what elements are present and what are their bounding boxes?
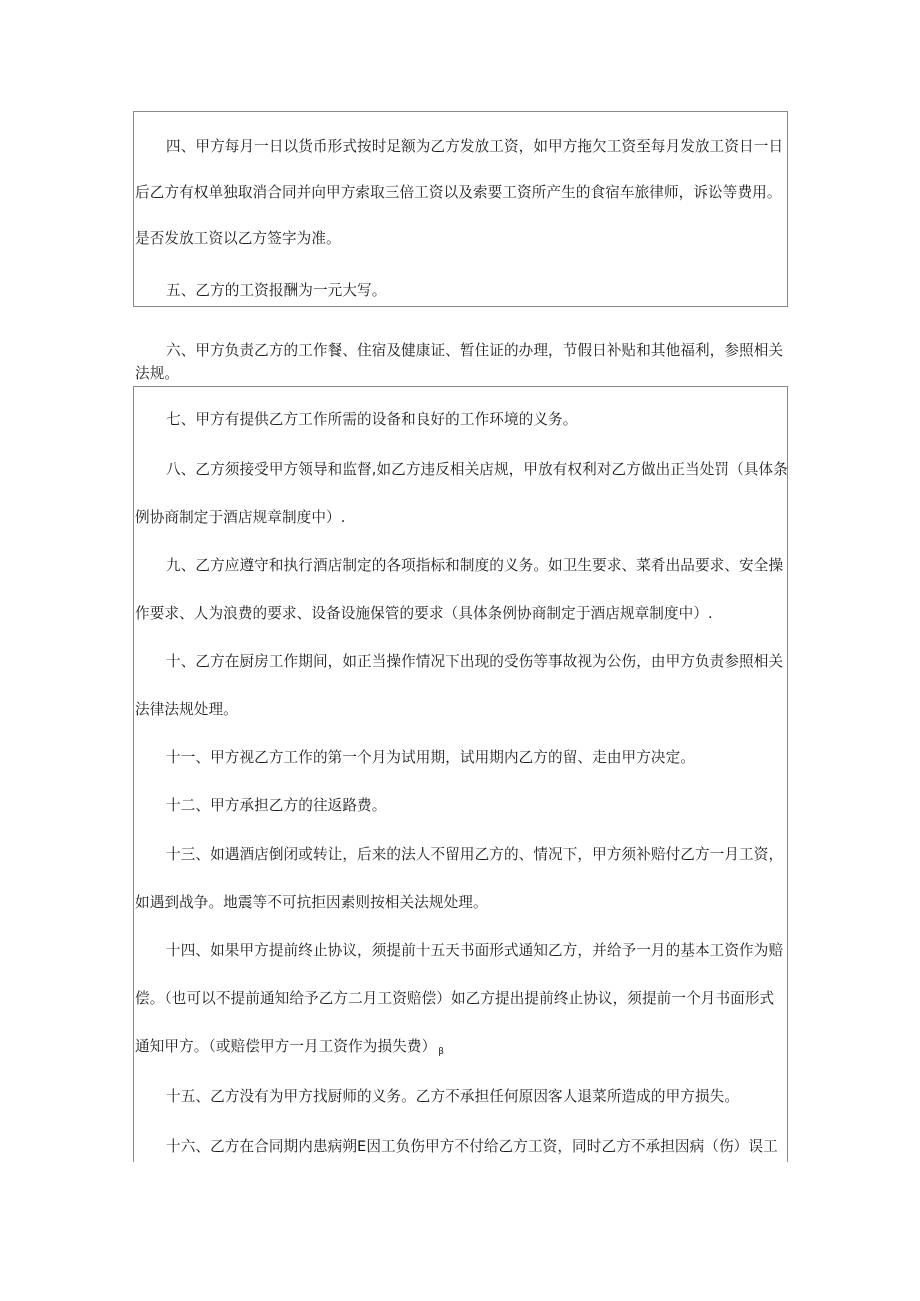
clause-13-line-1: 十三、如遇酒店倒闭或转让，后来的法人不留用乙方的、情况下，甲方须补赔付乙方一月工资， (166, 846, 784, 863)
clause-9-line-1: 九、乙方应遵守和执行酒店制定的各项指标和制度的义务。如卫生要求、菜肴出品要求、安全操 (166, 557, 784, 574)
clause-14-line-1: 十四、如果甲方提前终止协议，须提前十五天书面形式通知乙方，并给予一月的基本工资作为赔 (166, 942, 784, 959)
clause-9-line-2: 作要求、人为浪费的要求、设备设施保管的要求（具体条例协商制定于酒店规章制度中）. (135, 605, 713, 622)
clause-10-line-1: 十、乙方在厨房工作期间，如正当操作情况下出现的受伤等事故视为公伤，由甲方负责参照相关 (166, 653, 784, 670)
clause-7-line-1: 七、甲方有提供乙方工作所需的设备和良好的工作环境的义务。 (166, 411, 578, 428)
clause-14-line-3-text: 通知甲方。（或赔偿甲方一月工资作为损失费） (135, 1038, 437, 1055)
clause-14-line-3 (135, 1037, 785, 1062)
clause-8-line-2: 例协商制定于酒店规章制度中）. (135, 509, 346, 526)
clause-4-line-2: 后乙方有权单独取消合同并向甲方索取三倍工资以及索要工资所产生的食宿车旅律师，诉讼等费用。 (135, 184, 782, 201)
clause-10-line-2: 法律法规处理。 (135, 701, 238, 718)
clause-6-line-2: 法规。 (135, 365, 180, 382)
clause-12-line-1: 十二、甲方承担乙方的往返路费。 (166, 797, 387, 814)
clause-6-line-1: 六、甲方负责乙方的工作餐、住宿及健康证、暂住证的办理，节假日补贴和其他福利，参照相关 (166, 342, 784, 359)
clause-11-line-1: 十一、甲方视乙方工作的第一个月为试用期，试用期内乙方的留、走由甲方决定。 (166, 749, 695, 766)
clause-5-line-1: 五、乙方的工资报酬为一元大写。 (166, 282, 387, 299)
clause-13-line-2: 如遇到战争。地震等不可抗拒因素则按相关法规处理。 (135, 894, 488, 911)
clause-14-trailing-mark: β (438, 1047, 445, 1057)
clause-16-line-1: 十六、乙方在合同期内患病朔E因工负伤甲方不付给乙方工资，同时乙方不承担因病（伤）误工 (166, 1138, 778, 1155)
clause-8-line-1: 八、乙方须接受甲方领导和监督,如乙方违反相关店规，甲放有权利对乙方做出正当处罚（具体条 (166, 461, 788, 478)
clause-4-line-3: 是否发放工资以乙方签字为准。 (135, 230, 341, 247)
clause-15-line-1: 十五、乙方没有为甲方找厨师的义务。乙方不承担任何原因客人退菜所造成的甲方损失。 (166, 1088, 740, 1105)
clause-4-line-1: 四、甲方每月一日以货币形式按时足额为乙方发放工资，如甲方拖欠工资至每月发放工资日一日 (166, 138, 784, 155)
clause-14-line-2: 偿。（也可以不提前通知给予乙方二月工资赔偿）如乙方提出提前终止协议，须提前一个月书面形式 (135, 990, 775, 1007)
